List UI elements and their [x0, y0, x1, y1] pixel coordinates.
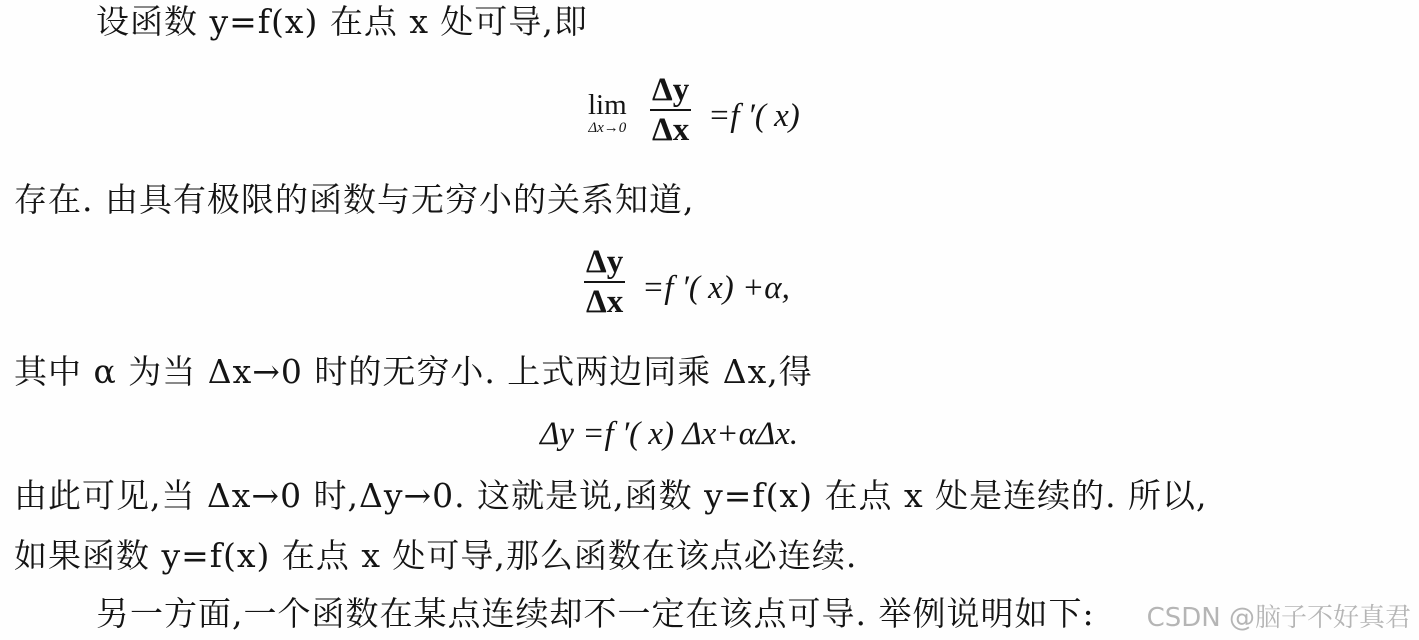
equation-1-rhs: =f ′( x) — [708, 98, 800, 134]
limit-subscript: Δx→0 — [588, 120, 627, 136]
csdn-watermark: CSDN @脑子不好真君 — [1146, 603, 1411, 633]
equation-3: Δy =f ′( x) Δx+αΔx. — [540, 416, 799, 452]
paragraph-line-6: 另一方面,一个函数在某点连续却不一定在该点可导. 举例说明如下: — [96, 594, 1095, 633]
fraction-bar — [584, 281, 625, 283]
limit-operator — [588, 90, 627, 136]
equation-1-numerator: Δy — [652, 72, 690, 108]
equation-1-denominator: Δx — [652, 112, 690, 148]
equation-2-numerator: Δy — [586, 244, 624, 280]
limit-word: lim — [588, 89, 627, 121]
equation-2-denominator: Δx — [586, 284, 624, 320]
paragraph-line-5: 如果函数 y=f(x) 在点 x 处可导,那么函数在该点必连续. — [14, 536, 858, 575]
equation-2-rhs: =f ′( x) +α, — [642, 270, 790, 306]
paragraph-line-2: 存在. 由具有极限的函数与无穷小的关系知道, — [14, 180, 695, 219]
paragraph-line-1: 设函数 y=f(x) 在点 x 处可导,即 — [96, 2, 588, 41]
paragraph-line-4: 由此可见,当 Δx→0 时,Δy→0. 这就是说,函数 y=f(x) 在点 x 处是连续的. 所以, — [14, 476, 1208, 515]
equation-2-fraction — [584, 244, 625, 320]
fraction-bar — [650, 109, 691, 111]
paragraph-line-3: 其中 α 为当 Δx→0 时的无穷小. 上式两边同乘 Δx,得 — [14, 352, 813, 391]
equation-1-fraction — [650, 72, 691, 148]
